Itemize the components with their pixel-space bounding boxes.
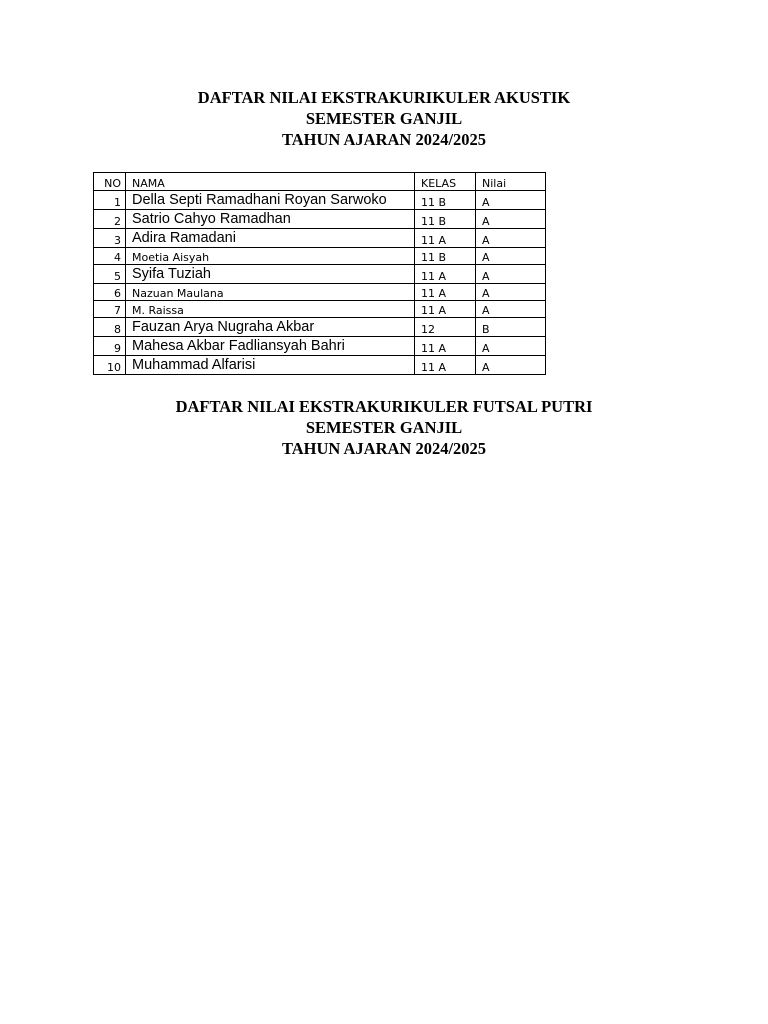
row-no: 9 bbox=[94, 337, 126, 356]
row-kelas: 11 A bbox=[415, 265, 476, 284]
futsal-putri-title-block bbox=[0, 396, 768, 459]
row-no: 7 bbox=[94, 301, 126, 318]
row-nama: M. Raissa bbox=[126, 301, 415, 318]
row-no: 3 bbox=[94, 229, 126, 248]
row-nama: Della Septi Ramadhani Royan Sarwoko bbox=[126, 191, 415, 210]
row-kelas: 11 A bbox=[415, 337, 476, 356]
table-row bbox=[94, 284, 546, 301]
row-no: 10 bbox=[94, 356, 126, 375]
row-kelas: 11 B bbox=[415, 191, 476, 210]
header-nama: NAMA bbox=[126, 173, 415, 191]
row-nilai: A bbox=[476, 248, 546, 265]
row-nama: Fauzan Arya Nugraha Akbar bbox=[126, 318, 415, 337]
row-no: 5 bbox=[94, 265, 126, 284]
futsal-putri-title: DAFTAR NILAI EKSTRAKURIKULER FUTSAL PUTRI bbox=[175, 397, 593, 416]
futsal-putri-school-year: TAHUN AJARAN 2024/2025 bbox=[281, 439, 487, 458]
futsal-putri-semester: SEMESTER GANJIL bbox=[305, 418, 463, 437]
row-nilai: A bbox=[476, 210, 546, 229]
table-row bbox=[94, 265, 546, 284]
table-row bbox=[94, 229, 546, 248]
row-no: 4 bbox=[94, 248, 126, 265]
row-kelas: 11 A bbox=[415, 229, 476, 248]
row-no: 6 bbox=[94, 284, 126, 301]
row-kelas: 11 A bbox=[415, 356, 476, 375]
row-nama: Adira Ramadani bbox=[126, 229, 415, 248]
row-nilai: B bbox=[476, 318, 546, 337]
akustik-semester: SEMESTER GANJIL bbox=[305, 109, 463, 128]
table-row bbox=[94, 248, 546, 265]
row-nilai: A bbox=[476, 229, 546, 248]
table-row bbox=[94, 356, 546, 375]
header-nilai: Nilai bbox=[476, 173, 546, 191]
row-nilai: A bbox=[476, 356, 546, 375]
header-kelas: KELAS bbox=[415, 173, 476, 191]
row-nama: Satrio Cahyo Ramadhan bbox=[126, 210, 415, 229]
row-nama: Mahesa Akbar Fadliansyah Bahri bbox=[126, 337, 415, 356]
table-row bbox=[94, 301, 546, 318]
row-kelas: 11 B bbox=[415, 210, 476, 229]
akustik-title: DAFTAR NILAI EKSTRAKURIKULER AKUSTIK bbox=[197, 88, 571, 107]
header-no: NO bbox=[94, 173, 126, 191]
row-kelas: 11 A bbox=[415, 301, 476, 318]
row-nama: Syifa Tuziah bbox=[126, 265, 415, 284]
row-kelas: 11 A bbox=[415, 284, 476, 301]
row-kelas: 11 B bbox=[415, 248, 476, 265]
row-no: 2 bbox=[94, 210, 126, 229]
row-kelas: 12 bbox=[415, 318, 476, 337]
row-nilai: A bbox=[476, 337, 546, 356]
row-nama: Moetia Aisyah bbox=[126, 248, 415, 265]
akustik-grades-table bbox=[93, 172, 546, 375]
table-header-row bbox=[94, 173, 546, 191]
row-nilai: A bbox=[476, 284, 546, 301]
row-nama: Nazuan Maulana bbox=[126, 284, 415, 301]
row-nilai: A bbox=[476, 265, 546, 284]
row-no: 1 bbox=[94, 191, 126, 210]
akustik-school-year: TAHUN AJARAN 2024/2025 bbox=[281, 130, 487, 149]
row-nilai: A bbox=[476, 191, 546, 210]
row-nilai: A bbox=[476, 301, 546, 318]
table-row bbox=[94, 318, 546, 337]
row-no: 8 bbox=[94, 318, 126, 337]
akustik-title-block bbox=[0, 87, 768, 150]
row-nama: Muhammad Alfarisi bbox=[126, 356, 415, 375]
table-row bbox=[94, 191, 546, 210]
table-row bbox=[94, 337, 546, 356]
table-row bbox=[94, 210, 546, 229]
